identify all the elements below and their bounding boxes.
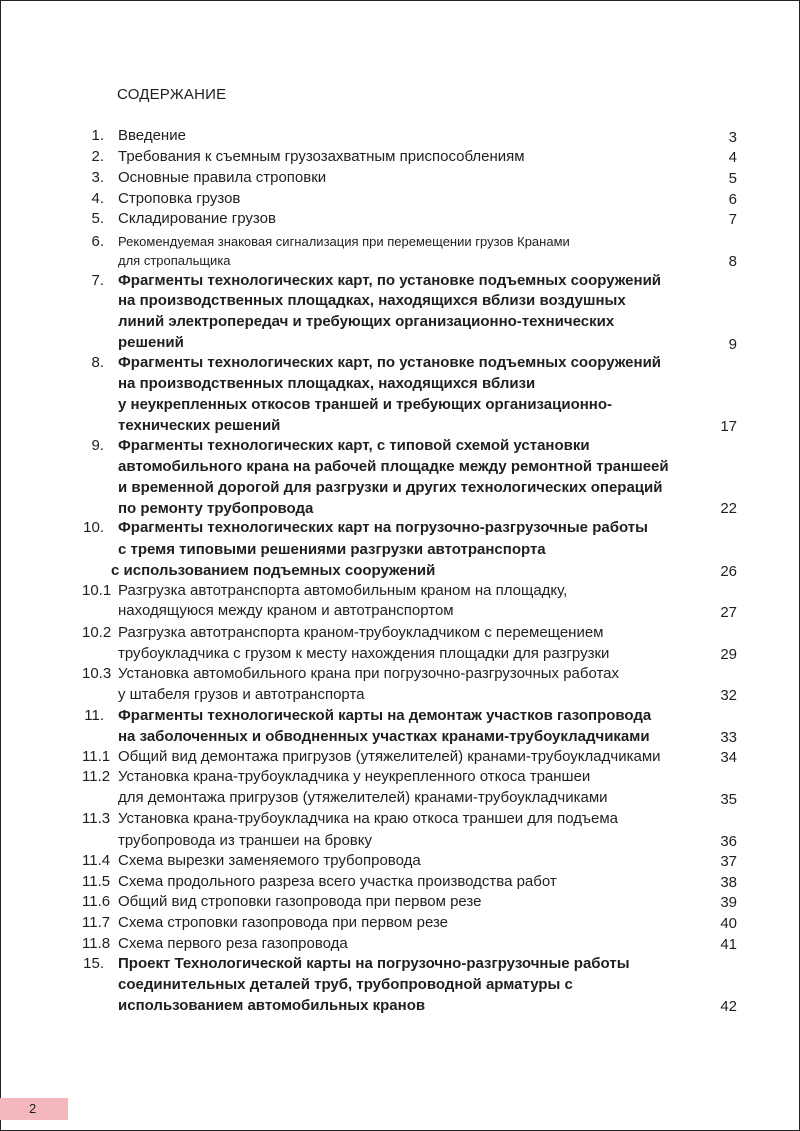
toc-entry-text: у неукрепленных откосов траншей и требующих организационно- xyxy=(118,396,613,413)
toc-entry-page: 34 xyxy=(720,749,737,766)
toc-entry-number: 10.3 xyxy=(82,665,112,682)
toc-entry-number: 9. xyxy=(91,437,104,454)
toc-entry-text: Введение xyxy=(118,127,186,144)
toc-entry-number: 4. xyxy=(91,190,104,207)
toc-entry-page: 32 xyxy=(720,687,737,704)
toc-entry-text: Фрагменты технологических карт на погрузочно-разгрузочные работы xyxy=(118,519,648,536)
toc-entry-text: Проект Технологической карты на погрузочно-разгрузочные работы xyxy=(118,955,630,972)
toc-entry-text: трубопровода из траншеи на бровку xyxy=(118,832,372,849)
toc-entry-text: Схема продольного разреза всего участка производства работ xyxy=(118,873,557,890)
toc-entry-number: 11.3 xyxy=(82,810,111,827)
toc-entry-text: Схема вырезки заменяемого трубопровода xyxy=(118,852,421,869)
toc-entry-text: у штабеля грузов и автотранспорта xyxy=(118,686,365,703)
toc-entry-page: 26 xyxy=(720,563,737,580)
toc-entry-page: 42 xyxy=(720,998,737,1015)
toc-entry-text: и временной дорогой для разгрузки и других технологических операций xyxy=(118,479,663,496)
toc-entry-page: 27 xyxy=(720,604,737,621)
toc-entry-number: 7. xyxy=(91,272,104,289)
toc-entry-page: 41 xyxy=(720,936,737,953)
toc-entry-page: 39 xyxy=(720,894,737,911)
toc-entry-text: Схема первого реза газопровода xyxy=(118,935,348,952)
toc-entry-number: 11.7 xyxy=(82,914,111,931)
toc-entry-text: Основные правила строповки xyxy=(118,169,327,186)
toc-entry-number: 11.6 xyxy=(82,893,111,910)
page-number: 2 xyxy=(29,1101,37,1116)
toc-entry-text: на производственных площадках, находящихся вблизи воздушных xyxy=(118,292,626,309)
toc-entry-number: 10.2 xyxy=(82,624,112,641)
toc-entry-text: для демонтажа пригрузов (утяжелителей) кранами-трубоукладчиками xyxy=(118,789,608,806)
toc-entry-text: на заболоченных и обводненных участках кранами-трубоукладчиками xyxy=(118,728,650,745)
toc-entry-number: 11. xyxy=(84,707,104,724)
toc-entry-page: 37 xyxy=(720,853,737,870)
toc-entry-text: Разгрузка автотранспорта автомобильным краном на площадку, xyxy=(118,582,568,599)
toc-entry-text: Схема строповки газопровода при первом резе xyxy=(118,914,449,931)
toc-entry-text: Установка крана-трубоукладчика на краю откоса траншеи для подъема xyxy=(118,810,618,827)
toc-entry-number: 8. xyxy=(91,354,104,371)
toc-entry-text: Установка крана-трубоукладчика у неукрепленного откоса траншеи xyxy=(118,768,591,785)
toc-entry-page: 38 xyxy=(720,874,737,891)
toc-entry-text: Строповка грузов xyxy=(118,190,241,207)
toc-entry-page: 3 xyxy=(728,129,737,146)
toc-entry-page: 35 xyxy=(720,791,737,808)
toc-entry-text: находящуюся между краном и автотранспортом xyxy=(118,602,454,619)
toc-entry-page: 5 xyxy=(728,170,737,187)
toc-entry-page: 8 xyxy=(728,253,737,270)
toc-entry-text: Складирование грузов xyxy=(118,210,276,227)
toc-entry-page: 4 xyxy=(728,149,737,166)
toc-entry-number: 6. xyxy=(91,233,104,250)
toc-entry-text: с тремя типовыми решениями разгрузки автотранспорта xyxy=(118,541,546,558)
toc-entry-text: Фрагменты технологических карт, с типовой схемой установки xyxy=(118,437,590,454)
toc-entry-text: Фрагменты технологических карт, по установке подъемных сооружений xyxy=(118,272,662,289)
toc-entry-text: Фрагменты технологических карт, по установке подъемных сооружений xyxy=(118,354,662,371)
toc-entry-page: 17 xyxy=(720,418,737,435)
toc-entry-text: Общий вид строповки газопровода при первом резе xyxy=(118,893,482,910)
toc-entry-text: на производственных площадках, находящихся вблизи xyxy=(118,375,536,392)
toc-entry-number: 2. xyxy=(91,148,104,165)
toc-entry-number: 11.8 xyxy=(82,935,111,952)
toc-entry-page: 33 xyxy=(720,729,737,746)
toc-entry-page: 7 xyxy=(728,211,737,228)
toc-entry-number: 11.1 xyxy=(82,748,111,765)
page-number-badge xyxy=(0,1098,68,1120)
toc-entry-text: Установка автомобильного крана при погрузочно-разгрузочных работах xyxy=(118,665,620,682)
toc-entry-page: 9 xyxy=(728,336,737,353)
toc-entry-number: 10.1 xyxy=(82,582,112,599)
toc-entry-page: 36 xyxy=(720,833,737,850)
toc-entry-number: 3. xyxy=(91,169,104,186)
toc-heading: СОДЕРЖАНИЕ xyxy=(117,86,227,103)
toc-entry-text: по ремонту трубопровода xyxy=(118,500,314,517)
toc-entry-number: 15. xyxy=(83,955,104,972)
toc-entry-number: 1. xyxy=(91,127,104,144)
toc-entry-number: 10. xyxy=(83,519,104,536)
toc-entry-text: автомобильного крана на рабочей площадке между ремонтной траншеей xyxy=(118,458,669,475)
toc-entry-text: использованием автомобильных кранов xyxy=(118,997,426,1014)
toc-entry-number: 11.4 xyxy=(82,852,111,869)
toc-entry-number: 11.2 xyxy=(82,768,111,785)
toc-entry-text: с использованием подъемных сооружений xyxy=(111,562,436,579)
toc-entry-text: Разгрузка автотранспорта краном-трубоукладчиком с перемещением xyxy=(118,624,604,641)
toc-entry-number: 11.5 xyxy=(82,873,111,890)
toc-entry-page: 40 xyxy=(720,915,737,932)
toc-entry-page: 29 xyxy=(720,646,737,663)
toc-entry-text: Общий вид демонтажа пригрузов (утяжелителей) кранами-трубоукладчиками xyxy=(118,748,661,765)
toc-entry-text: для стропальщика xyxy=(118,253,231,268)
toc-entry-text: Фрагменты технологической карты на демонтаж участков газопровода xyxy=(118,707,652,724)
toc-entry-text: трубоукладчика с грузом к месту нахождения площадки для разгрузки xyxy=(118,645,610,662)
toc-entry-text: решений xyxy=(118,334,184,351)
toc-entry-page: 6 xyxy=(728,191,737,208)
toc-entry-number: 5. xyxy=(91,210,104,227)
toc-entry-text: соединительных деталей труб, трубопроводной арматуры с xyxy=(118,976,573,993)
toc-entry-page: 22 xyxy=(720,500,737,517)
toc-entry-text: Рекомендуемая знаковая сигнализация при перемещении грузов Кранами xyxy=(118,234,570,249)
toc-entry-text: технических решений xyxy=(118,417,281,434)
toc-entry-text: Требования к съемным грузозахватным приспособлениям xyxy=(118,148,525,165)
toc-entry-text: линий электропередач и требующих организационно-технических xyxy=(118,313,615,330)
